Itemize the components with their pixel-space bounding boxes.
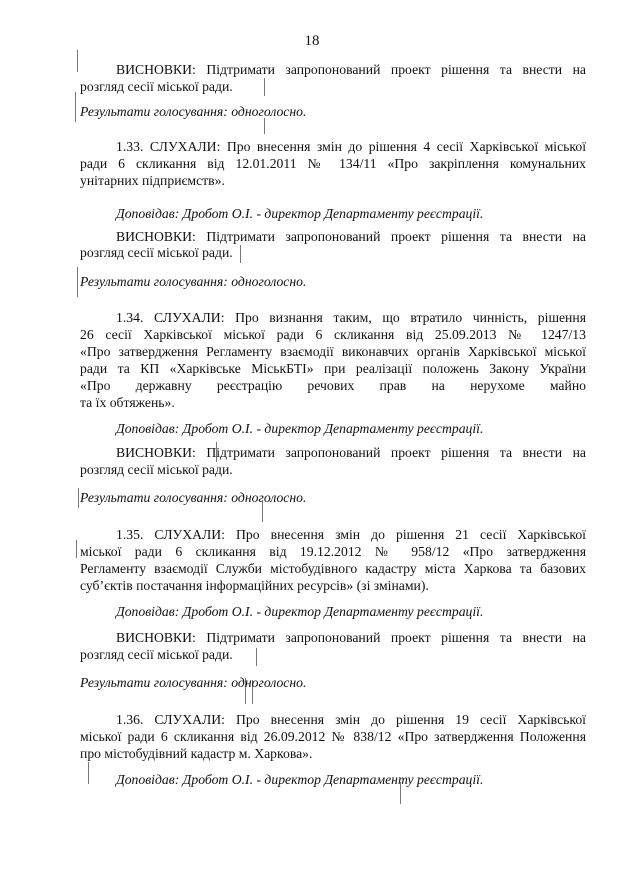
conclusion-line: ВИСНОВКИ: Підтримати запропонований проект рішення та внести на [116,445,586,460]
voting-result: Результати голосування: одноголосно. [80,104,307,119]
conclusion-line: розгляд сесії міської ради. [80,462,233,477]
conclusion-line: ВИСНОВКИ: Підтримати запропонований проект рішення та внести на [116,630,586,645]
heard-line: міської ради 6 скликання від 26.09.2012 № 838/12 «Про затвердження Положення [80,729,586,744]
heard-line: 26 сесії Харківської міської ради 6 скликання від 25.09.2013 № 1247/13 [80,327,586,342]
scan-mark [77,267,78,297]
voting-result: Результати голосування: одноголосно. [80,675,307,690]
scan-mark [75,92,76,122]
heard-line: 1.35. СЛУХАЛИ: Про внесення змін до рішення 21 сесії Харківської [116,527,586,542]
heard-line: 1.34. СЛУХАЛИ: Про визнання таким, що втратило чинність, рішення [116,310,586,325]
speaker-line: Доповідав: Дробот О.І. - директор Департаменту реєстрації. [116,206,484,221]
scan-mark [76,540,77,558]
conclusion-line: розгляд сесії міської ради. [80,79,233,94]
heard-line: ради та КП «Харківське МіськБТІ» при реалізації положень Закону України [80,361,586,376]
speaker-line: Доповідав: Дробот О.І. - директор Департаменту реєстрації. [116,421,484,436]
heard-line: та їх обтяжень». [80,395,175,410]
voting-result: Результати голосування: одноголосно. [80,274,307,289]
speaker-line: Доповідав: Дробот О.І. - директор Департаменту реєстрації. [116,604,484,619]
conclusion-line: розгляд сесії міської ради. [80,647,233,662]
conclusion-line: розгляд сесії міської ради. [80,245,233,260]
heard-line: Регламенту взаємодії Служби містобудівного кадастру міста Харкова та базових [80,561,586,576]
heard-line: ради 6 скликання від 12.01.2011 № 134/11 «Про закріплення комунальних [80,156,586,171]
heard-line: «Про державну реєстрацію речових прав на нерухоме майно [80,378,586,393]
heard-line: суб’єктів постачання інформаційних ресурсів» (зі змінами). [80,578,429,593]
heard-line: міської ради 6 скликання від 19.12.2012 № 958/12 «Про затвердження [80,544,586,559]
heard-line: 1.36. СЛУХАЛИ: Про внесення змін до рішення 19 сесії Харківської [116,712,586,727]
voting-result: Результати голосування: одноголосно. [80,490,307,505]
scan-mark [78,488,79,508]
scan-mark [264,118,265,134]
heard-line: «Про затвердження Регламенту взаємодії виконавчих органів Харківської міської [80,344,586,359]
heard-line: унітарних підприємств». [80,173,225,188]
conclusion-line: ВИСНОВКИ: Підтримати запропонований проект рішення та внести на [116,62,586,77]
heard-line: 1.33. СЛУХАЛИ: Про внесення змін до рішення 4 сесії Харківської міської [116,139,586,154]
scan-mark [88,762,89,784]
speaker-line: Доповідав: Дробот О.І. - директор Департаменту реєстрації. [116,772,484,787]
conclusion-line: ВИСНОВКИ: Підтримати запропонований проект рішення та внести на [116,229,586,244]
heard-line: про містобудівний кадастр м. Харкова». [80,746,313,761]
scan-mark [77,50,78,72]
page-number: 18 [304,33,320,49]
